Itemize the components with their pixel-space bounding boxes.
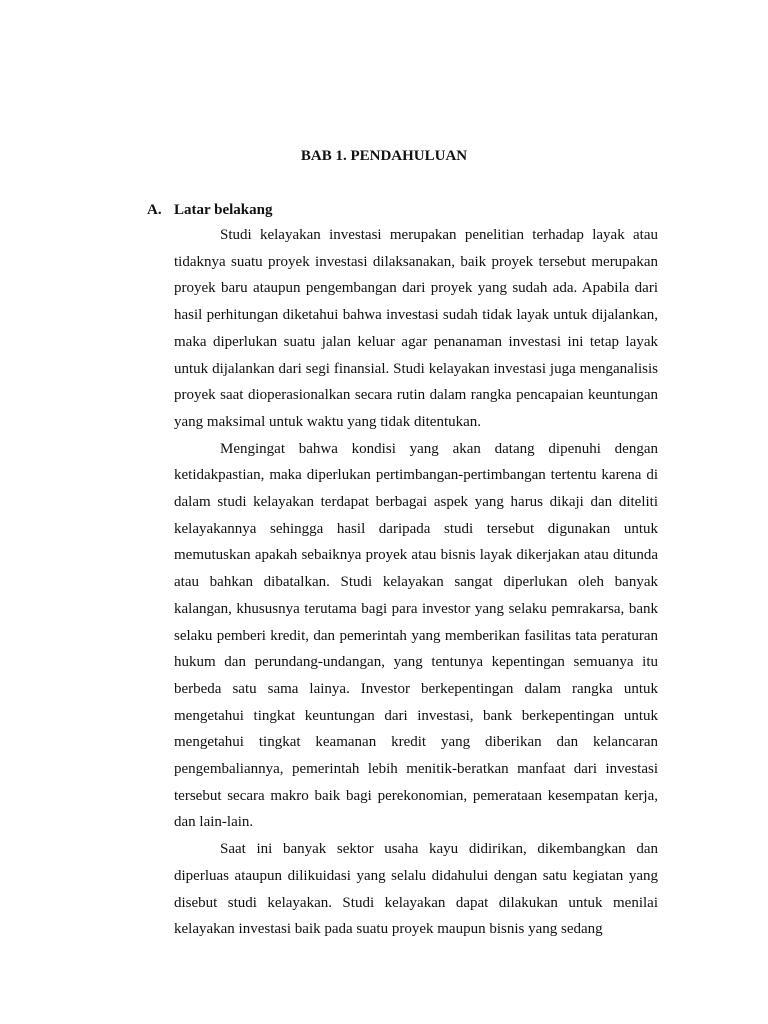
paragraph: Studi kelayakan investasi merupakan penelitian terhadap layak atau tidaknya suatu proyek investasi dilaksanakan, baik proyek tersebut merupakan proyek baru ataupun pengembangan dari proyek yang sudah ada. Apabila dari hasil perhitungan diketahui bahwa investasi sudah tidak layak untuk dijalankan, maka diperlukan suatu jalan keluar agar penanaman investasi ini tetap layak untuk dijalankan dari segi finansial. Studi kelayakan investasi juga menganalisis proyek saat dioperasionalkan secara rutin dalam rangka pencapaian keuntungan yang maksimal untuk waktu yang tidak ditentukan. [174,227,658,430]
section-title: Latar belakang [174,202,273,218]
section-number: A. [147,202,162,218]
section-heading [147,200,273,220]
paragraph: Mengingat bahwa kondisi yang akan datang dipenuhi dengan ketidakpastian, maka diperlukan pertimbangan-pertimbangan tertentu karena di dalam studi kelayakan terdapat berbagai aspek yang harus dikaji dan diteliti kelayakannya sehingga hasil daripada studi tersebut digunakan untuk memutuskan apakah sebaiknya proyek atau bisnis layak dikerjakan atau ditunda atau bahkan dibatalkan. Studi kelayakan sangat diperlukan oleh banyak kalangan, khususnya terutama bagi para investor yang selaku pemrakarsa, bank selaku pemberi kredit, dan pemerintah yang memberikan fasilitas tata peraturan hukum dan perundang-undangan, yang tentunya kepentingan semuanya itu berbeda satu sama lainya. Investor berkepentingan dalam rangka untuk mengetahui tingkat keuntungan dari investasi, bank berkepentingan untuk mengetahui tingkat keamanan kredit yang diberikan dan kelancaran pengembaliannya, pemerintah lebih menitik-beratkan manfaat dari investasi tersebut secara makro baik bagi perekonomian, pemerataan kesempatan kerja, dan lain-lain. [174,440,658,831]
body-text [174,222,658,943]
paragraph: Saat ini banyak sektor usaha kayu didirikan, dikembangkan dan diperluas ataupun dilikuidasi yang selalu didahului dengan satu kegiatan yang disebut studi kelayakan. Studi kelayakan dapat dilakukan untuk menilai kelayakan investasi baik pada suatu proyek maupun bisnis yang sedang [174,841,658,938]
chapter-title: BAB 1. PENDAHULUAN [300,148,468,164]
